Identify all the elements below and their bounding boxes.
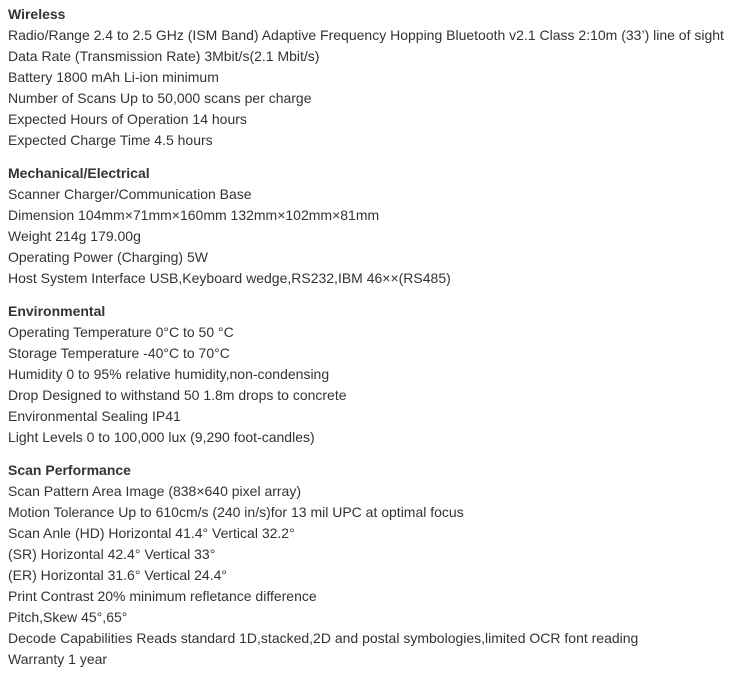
spec-line: Print Contrast 20% minimum refletance difference [8,588,317,604]
spec-line: Data Rate (Transmission Rate) 3Mbit/s(2.1 Mbit/s) [8,48,320,64]
spec-line: Scanner Charger/Communication Base [8,186,252,202]
spec-line: Battery 1800 mAh Li-ion minimum [8,69,219,85]
spec-line: Radio/Range 2.4 to 2.5 GHz (ISM Band) Adaptive Frequency Hopping Bluetooth v2.1 Class 2:10m (33’) line of sight [8,27,724,43]
spec-line: Environmental Sealing IP41 [8,408,181,424]
spec-line: Motion Tolerance Up to 610cm/s (240 in/s)for 13 mil UPC at optimal focus [8,504,464,520]
section-wireless [8,4,756,151]
spec-line: Number of Scans Up to 50,000 scans per charge [8,90,312,106]
spec-line: Dimension 104mm×71mm×160mm 132mm×102mm×81mm [8,207,380,223]
section-environmental [8,301,756,448]
spec-line: Operating Power (Charging) 5W [8,249,208,265]
spec-line: Host System Interface USB,Keyboard wedge,RS232,IBM 46××(RS485) [8,270,451,286]
spec-line: Weight 214g 179.00g [8,228,141,244]
spec-line: Warranty 1 year [8,651,108,667]
section-title-mechanical-electrical: Mechanical/Electrical [8,165,150,181]
spec-line: Storage Temperature -40°C to 70°C [8,345,230,361]
section-mechanical-electrical [8,163,756,289]
spec-line: Expected Hours of Operation 14 hours [8,111,247,127]
section-title-wireless: Wireless [8,6,66,22]
spec-line: Light Levels 0 to 100,000 lux (9,290 foot-candles) [8,429,315,445]
spec-line: Drop Designed to withstand 50 1.8m drops to concrete [8,387,347,403]
spec-line: Expected Charge Time 4.5 hours [8,132,213,148]
spec-line: Pitch,Skew 45°,65° [8,609,128,625]
spec-line: Decode Capabilities Reads standard 1D,stacked,2D and postal symbologies,limited OCR font reading [8,630,639,646]
spec-line: (SR) Horizontal 42.4° Vertical 33° [8,546,216,562]
spec-line: (ER) Horizontal 31.6° Vertical 24.4° [8,567,227,583]
spec-line: Scan Pattern Area Image (838×640 pixel array) [8,483,302,499]
spec-line: Humidity 0 to 95% relative humidity,non-condensing [8,366,330,382]
spec-line: Scan Anle (HD) Horizontal 41.4° Vertical 32.2° [8,525,295,541]
section-title-scan-performance: Scan Performance [8,462,131,478]
section-title-environmental: Environmental [8,303,106,319]
section-scan-performance [8,460,756,670]
spec-line: Operating Temperature 0°C to 50 °C [8,324,234,340]
